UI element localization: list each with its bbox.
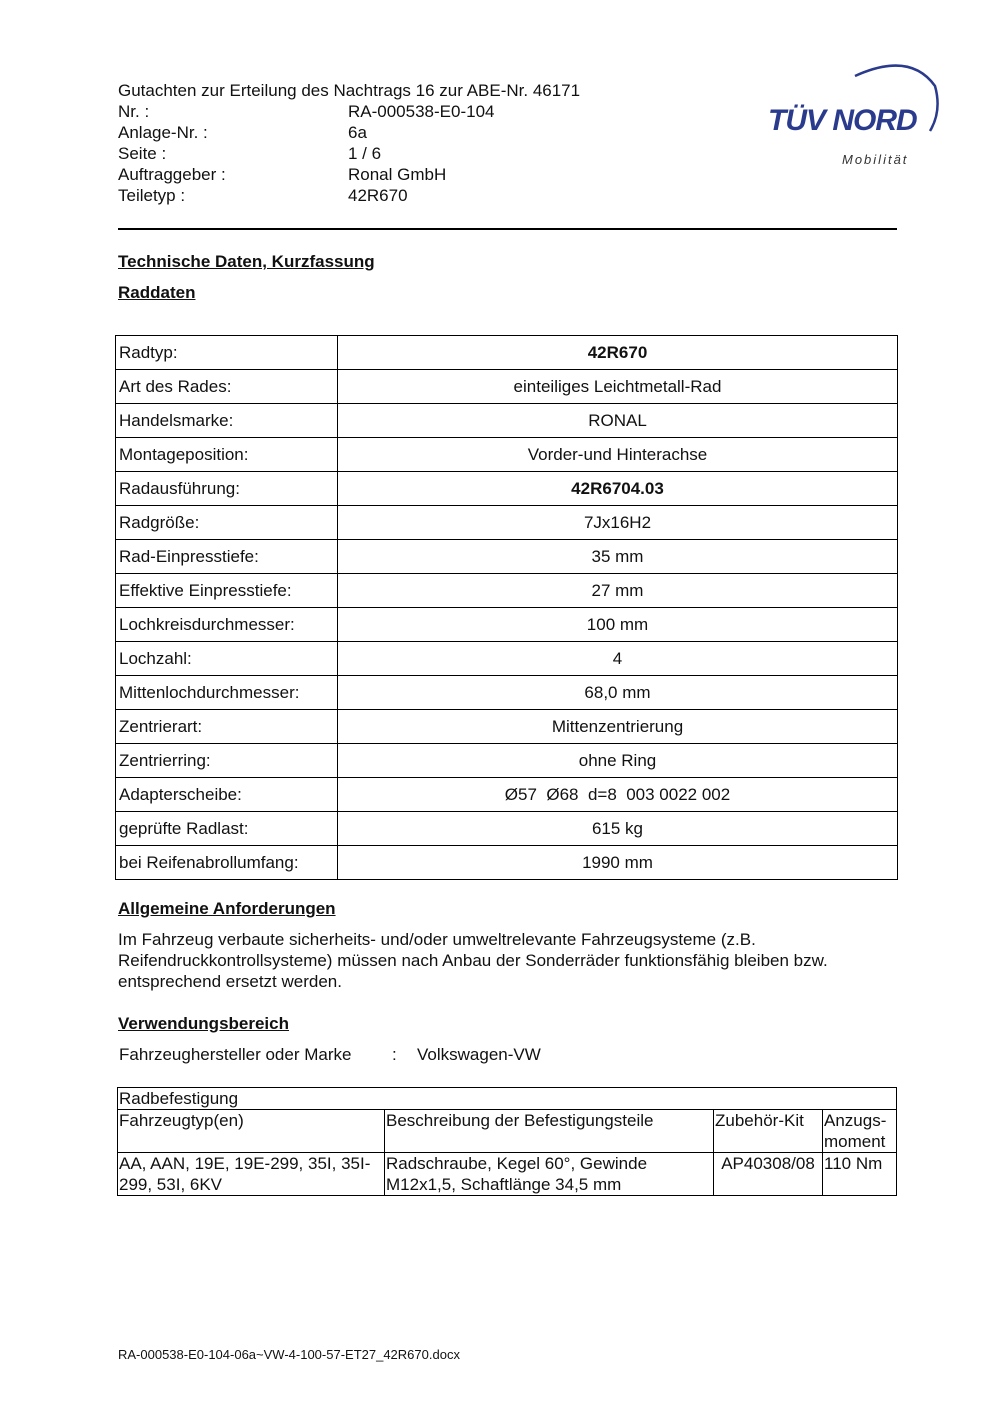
table-row [116, 710, 898, 744]
manufacturer-line [119, 1045, 541, 1065]
spec-key: Lochzahl: [116, 642, 338, 676]
tuv-nord-logo [760, 56, 940, 176]
spec-value: Ø57 Ø68 d=8 003 0022 002 [338, 778, 898, 812]
spec-key: Radausführung: [116, 472, 338, 506]
spec-value: ohne Ring [338, 744, 898, 778]
vehicle-types-cell: AA, AAN, 19E, 19E-299, 35I, 35I-299, 53I, 6KV [118, 1153, 385, 1196]
header-key: Seite : [118, 144, 167, 163]
column-header: Anzugs- moment [823, 1110, 897, 1153]
header-field-anlage [118, 122, 494, 143]
wheel-spec-table [115, 335, 898, 880]
section-heading-raddaten: Raddaten [118, 283, 196, 302]
column-header: Fahrzeugtyp(en) [118, 1110, 385, 1153]
spec-key: Zentrierart: [116, 710, 338, 744]
header-key: Nr. : [118, 102, 150, 121]
spec-key: Radgröße: [116, 506, 338, 540]
spec-value: RONAL [338, 404, 898, 438]
header-value: 42R670 [348, 186, 408, 205]
header-field-seite [118, 143, 494, 164]
header-key: Anlage-Nr. : [118, 123, 208, 142]
fastener-description-cell: Radschraube, Kegel 60°, Gewinde M12x1,5, Schaftlänge 34,5 mm [385, 1153, 714, 1196]
table-row [116, 574, 898, 608]
spec-value: 42R6704.03 [338, 472, 898, 506]
spec-key: Art des Rades: [116, 370, 338, 404]
header-value: Ronal GmbH [348, 165, 447, 184]
manufacturer-separator: : [392, 1045, 397, 1064]
manufacturer-value: Volkswagen-VW [417, 1045, 541, 1064]
table-row [116, 778, 898, 812]
torque-cell: 110 Nm [823, 1153, 897, 1196]
spec-value: 100 mm [338, 608, 898, 642]
requirements-paragraph: Im Fahrzeug verbaute sicherheits- und/oder umweltrelevante Fahrzeugsysteme (z.B. Reifendruckkontrollsysteme) müssen nach Anbau der Sonderräder funktionsfähig bleiben bzw. entsprechend ersetzt werden. [118, 930, 828, 991]
table-row [116, 540, 898, 574]
header-key: Auftraggeber : [118, 165, 226, 184]
table-row [116, 370, 898, 404]
report-title: Gutachten zur Erteilung des Nachtrags 16 zur ABE-Nr. 46171 [118, 81, 581, 100]
section-heading-tech: Technische Daten, Kurzfassung [118, 252, 375, 271]
spec-value: 27 mm [338, 574, 898, 608]
spec-key: Radtyp: [116, 336, 338, 370]
spec-key: Handelsmarke: [116, 404, 338, 438]
spec-value: Vorder-und Hinterachse [338, 438, 898, 472]
header-value: RA-000538-E0-104 [348, 102, 495, 121]
spec-key: Mittenlochdurchmesser: [116, 676, 338, 710]
spec-value: einteiliges Leichtmetall-Rad [338, 370, 898, 404]
table-row [116, 472, 898, 506]
logo-subtitle: Mobilität [842, 152, 909, 167]
spec-value: 68,0 mm [338, 676, 898, 710]
spec-key: Montageposition: [116, 438, 338, 472]
mounting-caption: Radbefestigung [118, 1088, 897, 1110]
logo-brand: TÜV NORD [768, 104, 917, 137]
manufacturer-label: Fahrzeughersteller oder Marke [119, 1045, 352, 1064]
header-divider [118, 228, 897, 230]
table-row [116, 506, 898, 540]
table-caption-row [118, 1088, 897, 1110]
header-field-auftraggeber [118, 164, 494, 185]
spec-key: geprüfte Radlast: [116, 812, 338, 846]
spec-value: 35 mm [338, 540, 898, 574]
table-row [116, 812, 898, 846]
column-header: Beschreibung der Befestigungsteile [385, 1110, 714, 1153]
table-row [116, 404, 898, 438]
header-value: 1 / 6 [348, 144, 382, 163]
spec-key: Lochkreisdurchmesser: [116, 608, 338, 642]
header-value: 6a [348, 123, 367, 142]
spec-value: 7Jx16H2 [338, 506, 898, 540]
table-row [116, 642, 898, 676]
footer-filename: RA-000538-E0-104-06a~VW-4-100-57-ET27_42R670.docx [118, 1347, 460, 1362]
section-heading-verwendung: Verwendungsbereich [118, 1014, 289, 1033]
spec-key: Rad-Einpresstiefe: [116, 540, 338, 574]
table-header-row [118, 1110, 897, 1153]
kit-cell: AP40308/08 [714, 1153, 823, 1196]
spec-value: 615 kg [338, 812, 898, 846]
spec-key: Adapterscheibe: [116, 778, 338, 812]
table-row [116, 846, 898, 880]
header-field-nr [118, 101, 494, 122]
spec-value: Mittenzentrierung [338, 710, 898, 744]
header-fields [118, 101, 494, 206]
table-row [118, 1153, 897, 1196]
spec-value: 1990 mm [338, 846, 898, 880]
column-header: Zubehör-Kit [714, 1110, 823, 1153]
spec-value: 42R670 [338, 336, 898, 370]
table-row [116, 744, 898, 778]
header-field-teiletyp [118, 185, 494, 206]
section-heading-allgemein: Allgemeine Anforderungen [118, 899, 336, 918]
table-row [116, 336, 898, 370]
spec-key: Effektive Einpresstiefe: [116, 574, 338, 608]
spec-key: Zentrierring: [116, 744, 338, 778]
spec-key: bei Reifenabrollumfang: [116, 846, 338, 880]
spec-value: 4 [338, 642, 898, 676]
mounting-table [117, 1087, 897, 1196]
table-row [116, 676, 898, 710]
table-row [116, 608, 898, 642]
header-key: Teiletyp : [118, 186, 186, 205]
table-row [116, 438, 898, 472]
